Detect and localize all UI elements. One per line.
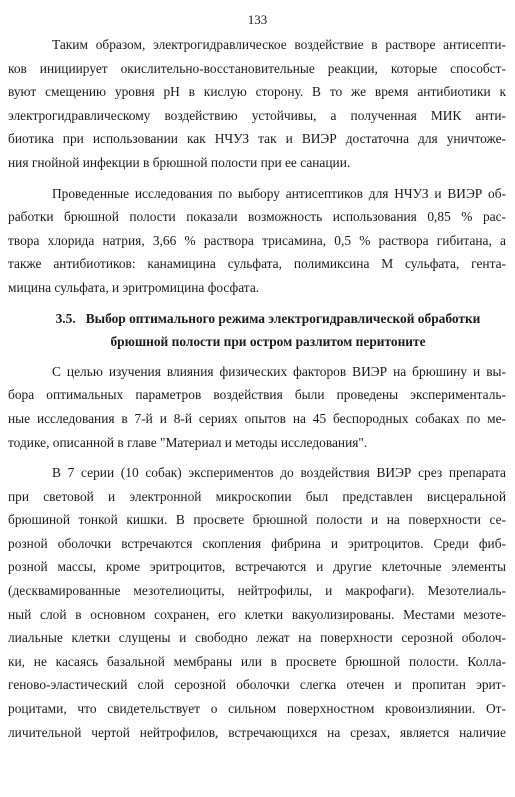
text-line: ков инициирует окислительно-восстановительные реакции, которые способст- [8,60,506,76]
text-line: Проведенные исследования по выбору антисептиков для НЧУЗ и ВИЭР об- [52,185,506,201]
text-line: Таким образом, электрогидравлическое воздействие в растворе антисепти- [52,37,506,52]
section-title-part-2: брюшной полости при остром разлитом перитоните [110,334,426,350]
text-line: геново-эластический слой серозной оболочки слегка отечен и пропитан эрит- [8,677,506,693]
text-line: ный слой в основном сохранен, его клетки вакуолизированы. Местами мезоте- [8,606,506,622]
paragraph-3 [8,360,506,454]
text-line: (десквамированные мезотелиоциты, нейтрофилы, и макрофаги). Мезотелиаль- [8,583,506,599]
text-line: С целью изучения влияния физических факторов ВИЭР на брюшину и вы- [52,363,506,379]
section-number: 3.5. [55,310,76,326]
text-line: лиальные клетки слущены и свободно лежат на поверхности серозной оболоч- [8,630,506,646]
paragraph-2 [8,182,506,300]
text-line: брюшиной тонкой кишки. В просвете брюшной полости и на поверхности се- [8,512,506,528]
text-line: роцитами, что свидетельствует о сильном поверхностном кровоизлиянии. От- [8,701,506,717]
text-line: розной массы, кроме эритроцитов, встречаются и другие клеточные элементы [8,559,506,575]
section-title-part-1: Выбор оптимального режима электрогидравлической обработки [85,310,481,326]
text-line: ные исследования в 7-й и 8-й сериях опытов на 45 беспородных собаках по ме- [8,410,506,426]
text-line: розной оболочки встречаются скопления фибрина и эритроцитов. Среди фиб- [8,535,506,551]
text-line: электрогидравлическому воздействию устойчивы, а полученная МИК анти- [8,107,506,123]
text-line: В 7 серии (10 собак) экспериментов до воздействия ВИЭР срез препарата [52,465,506,481]
text-line: ки, не касаясь базальной мембраны или в просвете брюшной полости. Колла- [8,653,506,669]
page-number: 133 [247,12,268,27]
text-line: мицина сульфата, и эритромицина фосфата. [8,279,260,295]
paragraph-1 [8,33,506,175]
text-line: бора оптимальных параметров воздействия были проведены эксперименталь- [8,387,506,403]
text-line: ния гнойной инфекции в брюшной полости при ее санации. [8,154,351,170]
text-line: при световой и электронной микроскопии был представлен висцеральной [8,488,506,504]
text-line: работки брюшной полости показали возможность использования 0,85 % рас- [8,209,506,225]
text-line: вуют смещению уровня pH в кислую сторону. В то же время антибиотики к [8,84,506,100]
text-line: твора хлорида натрия, 3,66 % раствора трисамина, 0,5 % раствора гибитана, а [8,232,506,248]
text-line: также антибиотиков: канамицина сульфата, полимиксина М сульфата, гента- [8,256,506,272]
body-text [8,33,506,751]
section-heading [30,307,506,354]
text-line: тодике, описанной в главе "Материал и методы исследования". [8,434,368,450]
text-line: личительной чертой нейтрофилов, встречающихся на срезах, является наличие [8,724,506,740]
text-line: биотика при использовании как НЧУЗ так и ВИЭР достаточна для уничтоже- [8,131,506,147]
section-heading-line-1 [30,307,506,331]
paragraph-4 [8,461,506,744]
